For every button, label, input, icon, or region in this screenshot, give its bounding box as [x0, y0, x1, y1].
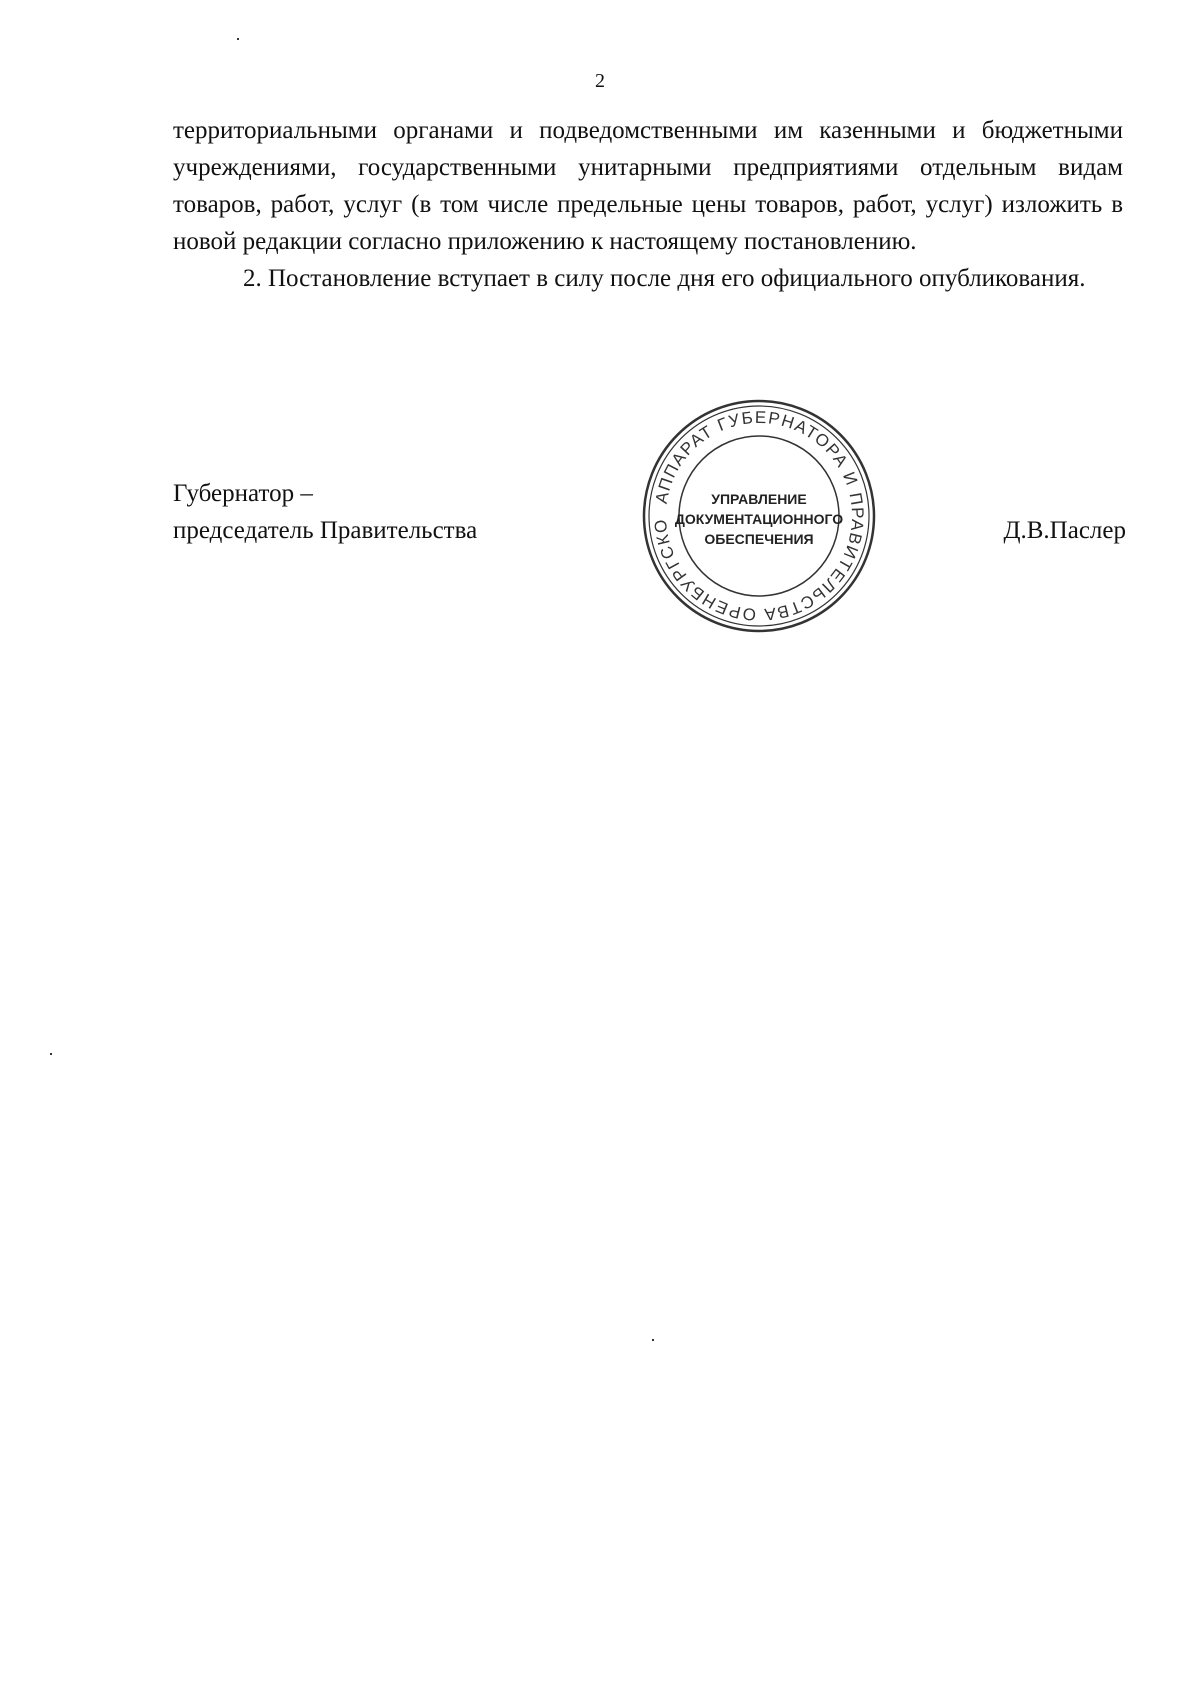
- scan-speck: [50, 1053, 52, 1055]
- scan-speck: [652, 1339, 654, 1341]
- stamp-center-line3: ОБЕСПЕЧЕНИЯ: [704, 531, 814, 547]
- scan-speck: [237, 38, 239, 40]
- paragraph-continuation: территориальными органами и подведомственными им казенными и бюджетными учреждениями, государственными унитарными предприятиями отдельным видам товаров, работ, услуг (в том числе предельные цены товаров, работ, услуг) изложить в новой редакции согласно приложению к настоящему постановлению.: [173, 117, 1123, 255]
- signatory-position: [173, 475, 477, 549]
- official-stamp: [639, 396, 879, 636]
- document-body: [173, 112, 1123, 297]
- signatory-name: Д.В.Паслер: [1003, 517, 1126, 544]
- stamp-center-line1: УПРАВЛЕНИЕ: [711, 491, 807, 507]
- stamp-seal-icon: [639, 396, 879, 636]
- paragraph-item-2: 2. Постановление вступает в силу после дня его официального опубликования.: [243, 265, 1086, 292]
- page-number: 2: [595, 70, 605, 92]
- stamp-center-line2: ДОКУМЕНТАЦИОННОГО: [674, 511, 844, 527]
- stamp-outer-text: АППАРАТ ГУБЕРНАТОРА И ПРАВИТЕЛЬСТВА ОРЕНБУРГСКО: [650, 407, 868, 625]
- signatory-title-line2: председатель Правительства: [173, 517, 478, 544]
- signatory-title-line1: Губернатор –: [173, 480, 313, 507]
